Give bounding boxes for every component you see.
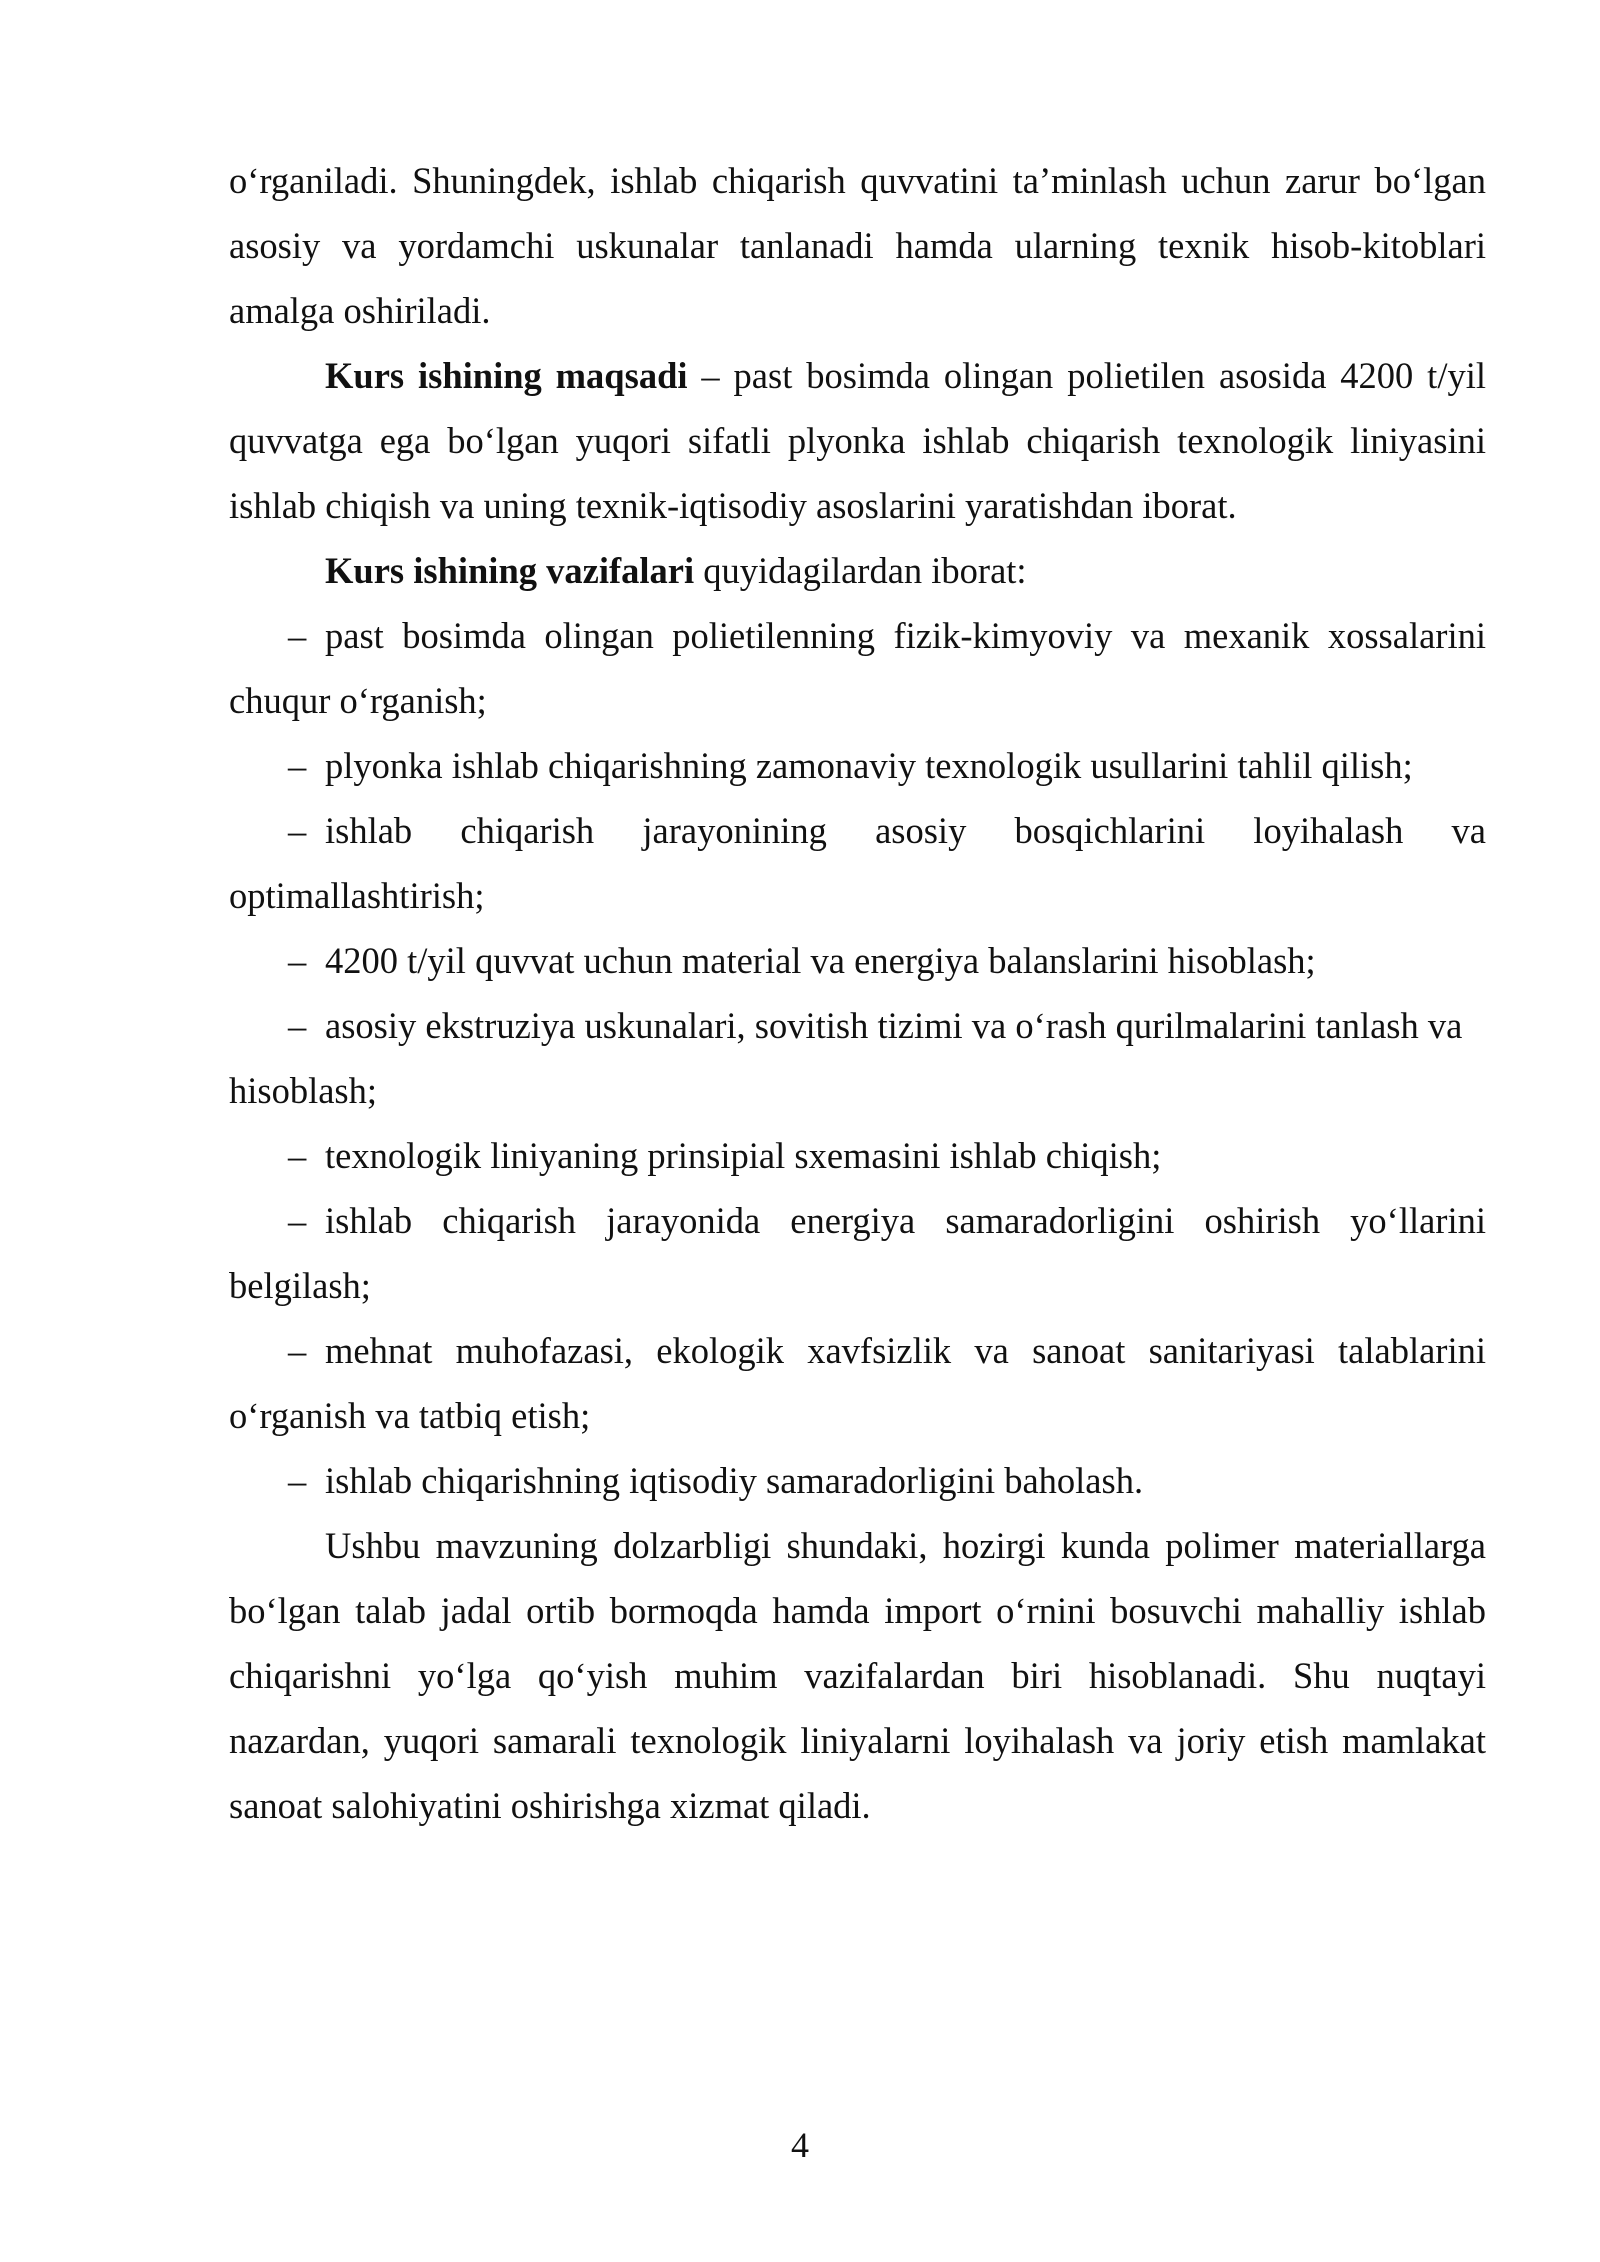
relevance-paragraph: Ushbu mavzuning dolzarbligi shundaki, hozirgi kunda polimer materiallarga bo‘lgan talab jadal ortib bormoqda hamda import o‘rnini bosuvchi mahalliy ishlab chiqarishni yo‘lga qo‘yish muhim vazifalardan biri hisoblanadi. Shu nuqtayi nazardan, yuqori samarali texnologik liniyalarni loyihalash va joriy etish mamlakat sanoat salohiyatini oshirishga xizmat qiladi. xyxy=(229,1525,1486,1826)
list-item xyxy=(229,1448,1486,1513)
list-item-text: texnologik liniyaning prinsipial sxemasini ishlab chiqish; xyxy=(325,1135,1162,1176)
page-body xyxy=(229,148,1486,1838)
list-item xyxy=(229,603,1486,733)
tasks-label: Kurs ishining vazifalari xyxy=(325,550,695,591)
goal-paragraph xyxy=(229,343,1486,538)
tasks-list xyxy=(229,603,1486,1513)
list-item xyxy=(229,928,1486,993)
bullet-dash: – xyxy=(288,1135,307,1176)
bullet-dash: – xyxy=(288,1330,307,1371)
tasks-text: quyidagilardan iborat: xyxy=(694,550,1027,591)
list-item xyxy=(229,1318,1486,1448)
page-number: 4 xyxy=(791,2125,809,2165)
list-item xyxy=(229,1188,1486,1318)
bullet-dash: – xyxy=(288,940,307,981)
list-item xyxy=(229,1123,1486,1188)
list-item-text: ishlab chiqarish jarayonida energiya samaradorligini oshirish yo‘llarini belgilash; xyxy=(229,1200,1486,1306)
goal-label: Kurs ishining maqsadi xyxy=(325,355,688,396)
tasks-intro-paragraph xyxy=(229,538,1486,603)
intro-paragraph: o‘rganiladi. Shuningdek, ishlab chiqarish quvvatini ta’minlash uchun zarur bo‘lgan asosiy va yordamchi uskunalar tanlanadi hamda ularning texnik hisob-kitoblari amalga oshiriladi. xyxy=(229,160,1486,331)
list-item-text: ishlab chiqarish jarayonining asosiy bosqichlarini loyihalash va optimallashtirish; xyxy=(229,810,1486,916)
bullet-dash: – xyxy=(288,1200,307,1241)
bullet-dash: – xyxy=(288,615,307,656)
list-item xyxy=(229,993,1500,1123)
bullet-dash: – xyxy=(288,1005,307,1046)
list-item-text: asosiy ekstruziya uskunalari, sovitish tizimi va o‘rash qurilmalarini tanlash va hisoblash; xyxy=(229,1005,1463,1111)
list-item xyxy=(229,798,1486,928)
goal-text: – past bosimda olingan polietilen asosida 4200 t/yil quvvatga ega bo‘lgan yuqori sifatli plyonka ishlab chiqarish texnologik liniyasini ishlab chiqish va uning texnik-iqtisodiy asoslarini yaratishdan iborat. xyxy=(229,355,1486,526)
list-item xyxy=(229,733,1486,798)
list-item-text: past bosimda olingan polietilenning fizik-kimyoviy va mexanik xossalarini chuqur o‘rganish; xyxy=(229,615,1486,721)
bullet-dash: – xyxy=(288,810,307,851)
list-item-text: ishlab chiqarishning iqtisodiy samaradorligini baholash. xyxy=(325,1460,1144,1501)
list-item-text: mehnat muhofazasi, ekologik xavfsizlik va sanoat sanitariyasi talablarini o‘rganish va tatbiq etish; xyxy=(229,1330,1486,1436)
bullet-dash: – xyxy=(288,1460,307,1501)
bullet-dash: – xyxy=(288,745,307,786)
list-item-text: 4200 t/yil quvvat uchun material va energiya balanslarini hisoblash; xyxy=(325,940,1316,981)
list-item-text: plyonka ishlab chiqarishning zamonaviy texnologik usullarini tahlil qilish; xyxy=(325,745,1413,786)
